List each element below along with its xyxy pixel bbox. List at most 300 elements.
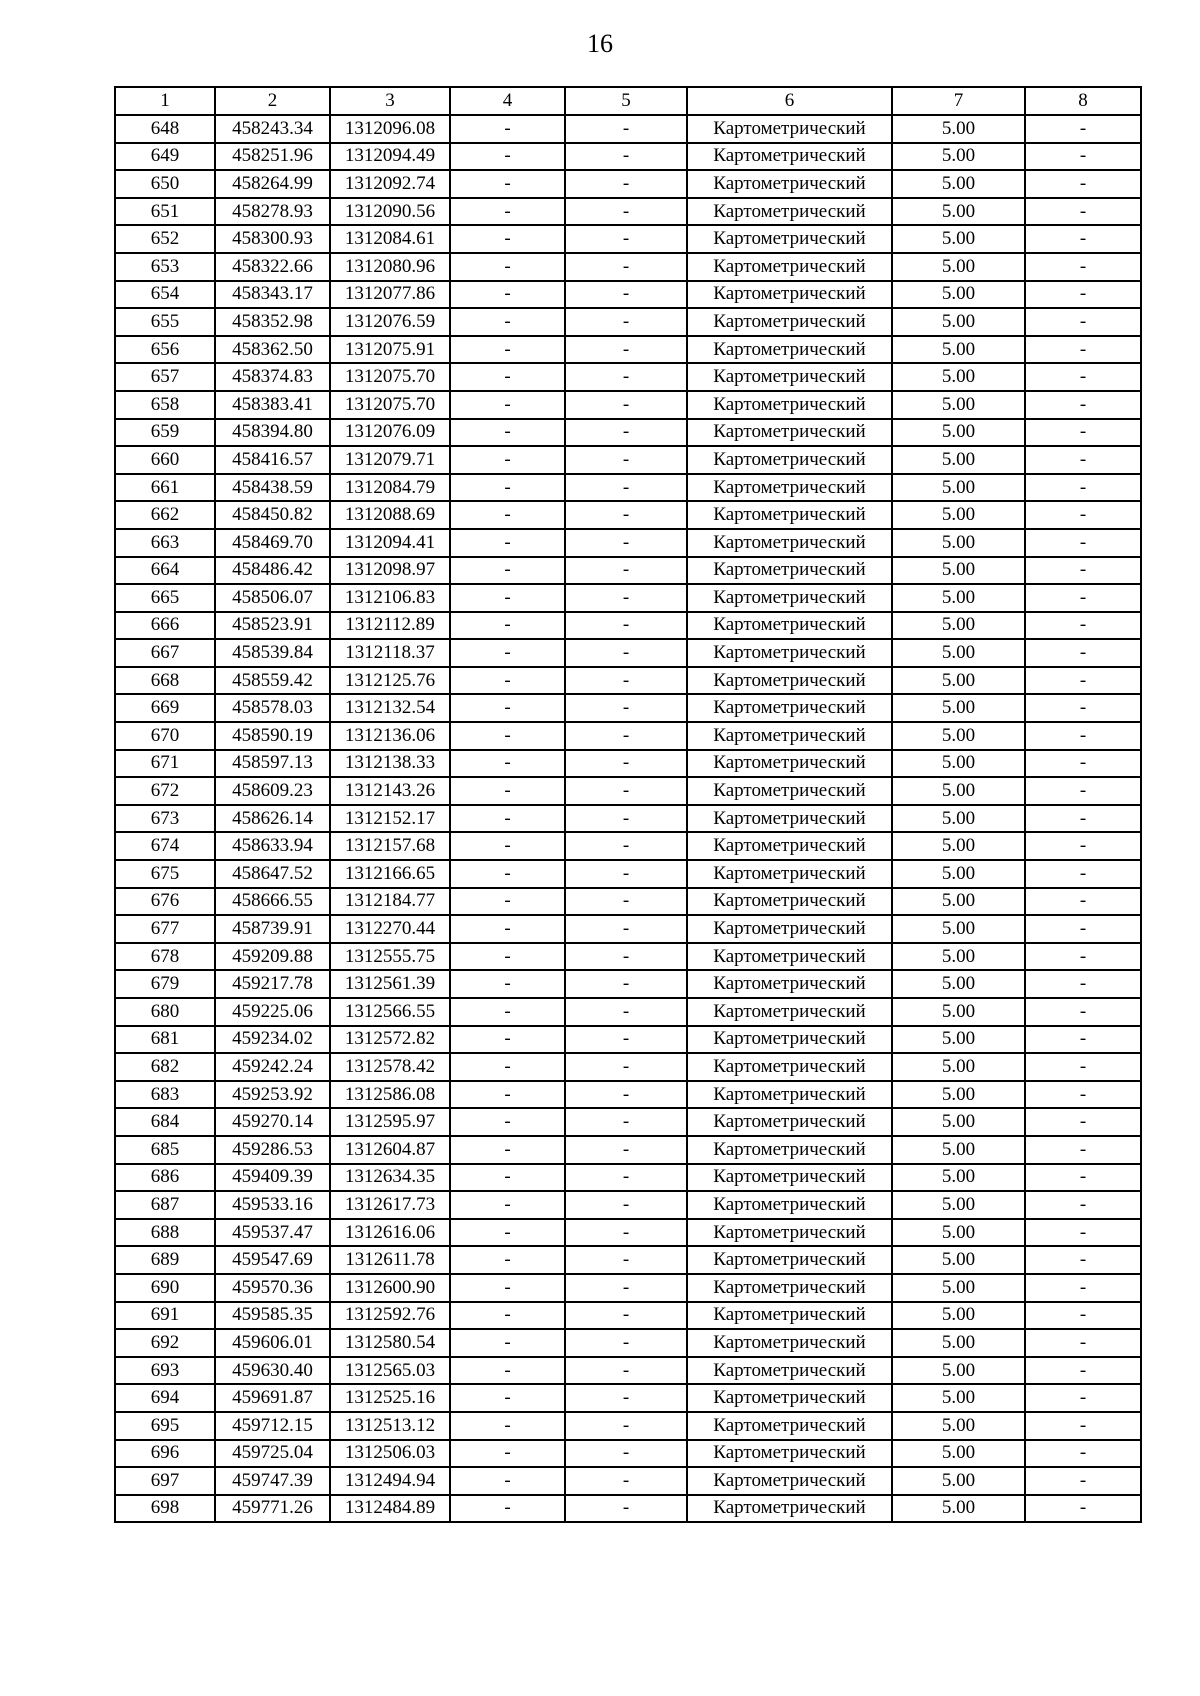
col4-cell: - xyxy=(450,1164,565,1192)
column-header-6: 6 xyxy=(687,87,892,115)
table-row xyxy=(115,391,1141,419)
x-coordinate-cell: 459585.35 xyxy=(215,1302,330,1330)
point-number-cell: 689 xyxy=(115,1246,215,1274)
accuracy-cell: 5.00 xyxy=(892,998,1025,1026)
point-number-cell: 686 xyxy=(115,1164,215,1192)
method-cell: Картометрический xyxy=(687,501,892,529)
table-row xyxy=(115,363,1141,391)
col8-cell: - xyxy=(1025,1246,1141,1274)
col5-cell: - xyxy=(565,391,687,419)
method-cell: Картометрический xyxy=(687,1357,892,1385)
accuracy-cell: 5.00 xyxy=(892,1467,1025,1495)
col4-cell: - xyxy=(450,860,565,888)
point-number-cell: 658 xyxy=(115,391,215,419)
point-number-cell: 673 xyxy=(115,805,215,833)
x-coordinate-cell: 459747.39 xyxy=(215,1467,330,1495)
x-coordinate-cell: 458374.83 xyxy=(215,363,330,391)
table-row xyxy=(115,1164,1141,1192)
accuracy-cell: 5.00 xyxy=(892,1357,1025,1385)
x-coordinate-cell: 458539.84 xyxy=(215,639,330,667)
y-coordinate-cell: 1312506.03 xyxy=(330,1440,450,1468)
accuracy-cell: 5.00 xyxy=(892,722,1025,750)
x-coordinate-cell: 458739.91 xyxy=(215,915,330,943)
accuracy-cell: 5.00 xyxy=(892,391,1025,419)
x-coordinate-cell: 458450.82 xyxy=(215,501,330,529)
method-cell: Картометрический xyxy=(687,1495,892,1523)
col4-cell: - xyxy=(450,722,565,750)
y-coordinate-cell: 1312611.78 xyxy=(330,1246,450,1274)
col4-cell: - xyxy=(450,1053,565,1081)
method-cell: Картометрический xyxy=(687,1384,892,1412)
method-cell: Картометрический xyxy=(687,1274,892,1302)
y-coordinate-cell: 1312484.89 xyxy=(330,1495,450,1523)
point-number-cell: 683 xyxy=(115,1081,215,1109)
table-row xyxy=(115,557,1141,585)
col5-cell: - xyxy=(565,1164,687,1192)
accuracy-cell: 5.00 xyxy=(892,1329,1025,1357)
method-cell: Картометрический xyxy=(687,1081,892,1109)
method-cell: Картометрический xyxy=(687,860,892,888)
col4-cell: - xyxy=(450,253,565,281)
accuracy-cell: 5.00 xyxy=(892,1081,1025,1109)
point-number-cell: 663 xyxy=(115,529,215,557)
col5-cell: - xyxy=(565,694,687,722)
y-coordinate-cell: 1312077.86 xyxy=(330,281,450,309)
method-cell: Картометрический xyxy=(687,584,892,612)
table-row xyxy=(115,1136,1141,1164)
x-coordinate-cell: 458523.91 xyxy=(215,612,330,640)
method-cell: Картометрический xyxy=(687,805,892,833)
accuracy-cell: 5.00 xyxy=(892,1053,1025,1081)
col4-cell: - xyxy=(450,1219,565,1247)
x-coordinate-cell: 458362.50 xyxy=(215,336,330,364)
table-row xyxy=(115,419,1141,447)
y-coordinate-cell: 1312617.73 xyxy=(330,1191,450,1219)
accuracy-cell: 5.00 xyxy=(892,529,1025,557)
point-number-cell: 695 xyxy=(115,1412,215,1440)
col8-cell: - xyxy=(1025,1108,1141,1136)
col8-cell: - xyxy=(1025,115,1141,143)
col8-cell: - xyxy=(1025,1440,1141,1468)
x-coordinate-cell: 458578.03 xyxy=(215,694,330,722)
point-number-cell: 690 xyxy=(115,1274,215,1302)
y-coordinate-cell: 1312096.08 xyxy=(330,115,450,143)
table-row xyxy=(115,1329,1141,1357)
method-cell: Картометрический xyxy=(687,832,892,860)
accuracy-cell: 5.00 xyxy=(892,1302,1025,1330)
point-number-cell: 657 xyxy=(115,363,215,391)
point-number-cell: 675 xyxy=(115,860,215,888)
col8-cell: - xyxy=(1025,1081,1141,1109)
y-coordinate-cell: 1312572.82 xyxy=(330,1026,450,1054)
col4-cell: - xyxy=(450,777,565,805)
method-cell: Картометрический xyxy=(687,970,892,998)
method-cell: Картометрический xyxy=(687,225,892,253)
col4-cell: - xyxy=(450,308,565,336)
y-coordinate-cell: 1312138.33 xyxy=(330,750,450,778)
point-number-cell: 660 xyxy=(115,446,215,474)
method-cell: Картометрический xyxy=(687,474,892,502)
col5-cell: - xyxy=(565,1440,687,1468)
col8-cell: - xyxy=(1025,501,1141,529)
col5-cell: - xyxy=(565,1467,687,1495)
point-number-cell: 692 xyxy=(115,1329,215,1357)
accuracy-cell: 5.00 xyxy=(892,1219,1025,1247)
x-coordinate-cell: 458486.42 xyxy=(215,557,330,585)
x-coordinate-cell: 459286.53 xyxy=(215,1136,330,1164)
table-row xyxy=(115,694,1141,722)
accuracy-cell: 5.00 xyxy=(892,1274,1025,1302)
method-cell: Картометрический xyxy=(687,391,892,419)
col5-cell: - xyxy=(565,832,687,860)
table-row xyxy=(115,639,1141,667)
col5-cell: - xyxy=(565,1495,687,1523)
accuracy-cell: 5.00 xyxy=(892,777,1025,805)
y-coordinate-cell: 1312157.68 xyxy=(330,832,450,860)
col8-cell: - xyxy=(1025,639,1141,667)
y-coordinate-cell: 1312494.94 xyxy=(330,1467,450,1495)
table-row xyxy=(115,529,1141,557)
method-cell: Картометрический xyxy=(687,667,892,695)
point-number-cell: 687 xyxy=(115,1191,215,1219)
point-number-cell: 664 xyxy=(115,557,215,585)
y-coordinate-cell: 1312143.26 xyxy=(330,777,450,805)
accuracy-cell: 5.00 xyxy=(892,363,1025,391)
col8-cell: - xyxy=(1025,336,1141,364)
col4-cell: - xyxy=(450,501,565,529)
col4-cell: - xyxy=(450,198,565,226)
accuracy-cell: 5.00 xyxy=(892,1412,1025,1440)
y-coordinate-cell: 1312079.71 xyxy=(330,446,450,474)
col8-cell: - xyxy=(1025,888,1141,916)
accuracy-cell: 5.00 xyxy=(892,419,1025,447)
point-number-cell: 672 xyxy=(115,777,215,805)
x-coordinate-cell: 459712.15 xyxy=(215,1412,330,1440)
x-coordinate-cell: 458343.17 xyxy=(215,281,330,309)
col4-cell: - xyxy=(450,1329,565,1357)
point-number-cell: 674 xyxy=(115,832,215,860)
col4-cell: - xyxy=(450,694,565,722)
point-number-cell: 662 xyxy=(115,501,215,529)
method-cell: Картометрический xyxy=(687,777,892,805)
col8-cell: - xyxy=(1025,998,1141,1026)
point-number-cell: 693 xyxy=(115,1357,215,1385)
col8-cell: - xyxy=(1025,860,1141,888)
table-row xyxy=(115,170,1141,198)
accuracy-cell: 5.00 xyxy=(892,198,1025,226)
point-number-cell: 665 xyxy=(115,584,215,612)
col5-cell: - xyxy=(565,1246,687,1274)
col5-cell: - xyxy=(565,1412,687,1440)
point-number-cell: 659 xyxy=(115,419,215,447)
col8-cell: - xyxy=(1025,1302,1141,1330)
table-row xyxy=(115,281,1141,309)
col5-cell: - xyxy=(565,336,687,364)
point-number-cell: 697 xyxy=(115,1467,215,1495)
x-coordinate-cell: 459606.01 xyxy=(215,1329,330,1357)
column-header-2: 2 xyxy=(215,87,330,115)
col8-cell: - xyxy=(1025,253,1141,281)
y-coordinate-cell: 1312525.16 xyxy=(330,1384,450,1412)
col5-cell: - xyxy=(565,639,687,667)
x-coordinate-cell: 459209.88 xyxy=(215,943,330,971)
col8-cell: - xyxy=(1025,943,1141,971)
table-row xyxy=(115,1191,1141,1219)
accuracy-cell: 5.00 xyxy=(892,805,1025,833)
accuracy-cell: 5.00 xyxy=(892,943,1025,971)
y-coordinate-cell: 1312118.37 xyxy=(330,639,450,667)
col8-cell: - xyxy=(1025,1329,1141,1357)
col8-cell: - xyxy=(1025,805,1141,833)
col8-cell: - xyxy=(1025,1357,1141,1385)
y-coordinate-cell: 1312094.49 xyxy=(330,143,450,171)
col5-cell: - xyxy=(565,777,687,805)
x-coordinate-cell: 458469.70 xyxy=(215,529,330,557)
col8-cell: - xyxy=(1025,1412,1141,1440)
col5-cell: - xyxy=(565,667,687,695)
method-cell: Картометрический xyxy=(687,446,892,474)
point-number-cell: 661 xyxy=(115,474,215,502)
col8-cell: - xyxy=(1025,281,1141,309)
method-cell: Картометрический xyxy=(687,915,892,943)
point-number-cell: 680 xyxy=(115,998,215,1026)
col5-cell: - xyxy=(565,557,687,585)
col8-cell: - xyxy=(1025,694,1141,722)
y-coordinate-cell: 1312270.44 xyxy=(330,915,450,943)
x-coordinate-cell: 459409.39 xyxy=(215,1164,330,1192)
point-number-cell: 682 xyxy=(115,1053,215,1081)
column-header-1: 1 xyxy=(115,87,215,115)
col5-cell: - xyxy=(565,1329,687,1357)
y-coordinate-cell: 1312084.61 xyxy=(330,225,450,253)
accuracy-cell: 5.00 xyxy=(892,336,1025,364)
x-coordinate-cell: 459225.06 xyxy=(215,998,330,1026)
col4-cell: - xyxy=(450,1026,565,1054)
y-coordinate-cell: 1312578.42 xyxy=(330,1053,450,1081)
col5-cell: - xyxy=(565,1219,687,1247)
y-coordinate-cell: 1312595.97 xyxy=(330,1108,450,1136)
point-number-cell: 667 xyxy=(115,639,215,667)
col5-cell: - xyxy=(565,1357,687,1385)
point-number-cell: 668 xyxy=(115,667,215,695)
table-row xyxy=(115,722,1141,750)
col5-cell: - xyxy=(565,1081,687,1109)
y-coordinate-cell: 1312166.65 xyxy=(330,860,450,888)
accuracy-cell: 5.00 xyxy=(892,612,1025,640)
col8-cell: - xyxy=(1025,1495,1141,1523)
table-row xyxy=(115,970,1141,998)
table-row xyxy=(115,998,1141,1026)
col5-cell: - xyxy=(565,1026,687,1054)
accuracy-cell: 5.00 xyxy=(892,1026,1025,1054)
col8-cell: - xyxy=(1025,170,1141,198)
col8-cell: - xyxy=(1025,667,1141,695)
y-coordinate-cell: 1312132.54 xyxy=(330,694,450,722)
table-row xyxy=(115,1246,1141,1274)
accuracy-cell: 5.00 xyxy=(892,750,1025,778)
table-row xyxy=(115,198,1141,226)
col5-cell: - xyxy=(565,501,687,529)
table-row xyxy=(115,501,1141,529)
table-row xyxy=(115,612,1141,640)
x-coordinate-cell: 459771.26 xyxy=(215,1495,330,1523)
method-cell: Картометрический xyxy=(687,1164,892,1192)
x-coordinate-cell: 458597.13 xyxy=(215,750,330,778)
accuracy-cell: 5.00 xyxy=(892,667,1025,695)
table-row xyxy=(115,750,1141,778)
accuracy-cell: 5.00 xyxy=(892,253,1025,281)
y-coordinate-cell: 1312106.83 xyxy=(330,584,450,612)
y-coordinate-cell: 1312080.96 xyxy=(330,253,450,281)
point-number-cell: 666 xyxy=(115,612,215,640)
x-coordinate-cell: 459270.14 xyxy=(215,1108,330,1136)
col8-cell: - xyxy=(1025,474,1141,502)
table-row xyxy=(115,584,1141,612)
method-cell: Картометрический xyxy=(687,694,892,722)
method-cell: Картометрический xyxy=(687,612,892,640)
col4-cell: - xyxy=(450,750,565,778)
method-cell: Картометрический xyxy=(687,308,892,336)
point-number-cell: 696 xyxy=(115,1440,215,1468)
x-coordinate-cell: 458300.93 xyxy=(215,225,330,253)
y-coordinate-cell: 1312604.87 xyxy=(330,1136,450,1164)
col5-cell: - xyxy=(565,419,687,447)
y-coordinate-cell: 1312076.59 xyxy=(330,308,450,336)
x-coordinate-cell: 459537.47 xyxy=(215,1219,330,1247)
accuracy-cell: 5.00 xyxy=(892,1136,1025,1164)
table-row xyxy=(115,1384,1141,1412)
col5-cell: - xyxy=(565,1384,687,1412)
col4-cell: - xyxy=(450,391,565,419)
col8-cell: - xyxy=(1025,1191,1141,1219)
y-coordinate-cell: 1312600.90 xyxy=(330,1274,450,1302)
table-row xyxy=(115,1412,1141,1440)
col8-cell: - xyxy=(1025,363,1141,391)
y-coordinate-cell: 1312125.76 xyxy=(330,667,450,695)
col4-cell: - xyxy=(450,474,565,502)
col8-cell: - xyxy=(1025,198,1141,226)
table-row xyxy=(115,805,1141,833)
col8-cell: - xyxy=(1025,777,1141,805)
col5-cell: - xyxy=(565,225,687,253)
accuracy-cell: 5.00 xyxy=(892,1246,1025,1274)
point-number-cell: 670 xyxy=(115,722,215,750)
col8-cell: - xyxy=(1025,1164,1141,1192)
point-number-cell: 656 xyxy=(115,336,215,364)
method-cell: Картометрический xyxy=(687,1219,892,1247)
y-coordinate-cell: 1312092.74 xyxy=(330,170,450,198)
col5-cell: - xyxy=(565,750,687,778)
col8-cell: - xyxy=(1025,1053,1141,1081)
table-row xyxy=(115,474,1141,502)
col8-cell: - xyxy=(1025,722,1141,750)
y-coordinate-cell: 1312076.09 xyxy=(330,419,450,447)
col5-cell: - xyxy=(565,584,687,612)
accuracy-cell: 5.00 xyxy=(892,888,1025,916)
col4-cell: - xyxy=(450,363,565,391)
column-header-3: 3 xyxy=(330,87,450,115)
y-coordinate-cell: 1312565.03 xyxy=(330,1357,450,1385)
table-row xyxy=(115,1357,1141,1385)
page-number: 16 xyxy=(587,29,613,58)
method-cell: Картометрический xyxy=(687,1302,892,1330)
col4-cell: - xyxy=(450,1081,565,1109)
method-cell: Картометрический xyxy=(687,722,892,750)
col5-cell: - xyxy=(565,943,687,971)
x-coordinate-cell: 458383.41 xyxy=(215,391,330,419)
col5-cell: - xyxy=(565,308,687,336)
x-coordinate-cell: 458633.94 xyxy=(215,832,330,860)
accuracy-cell: 5.00 xyxy=(892,860,1025,888)
col4-cell: - xyxy=(450,529,565,557)
method-cell: Картометрический xyxy=(687,198,892,226)
y-coordinate-cell: 1312561.39 xyxy=(330,970,450,998)
method-cell: Картометрический xyxy=(687,998,892,1026)
col5-cell: - xyxy=(565,1274,687,1302)
x-coordinate-cell: 458352.98 xyxy=(215,308,330,336)
col8-cell: - xyxy=(1025,612,1141,640)
column-header-8: 8 xyxy=(1025,87,1141,115)
x-coordinate-cell: 459533.16 xyxy=(215,1191,330,1219)
col5-cell: - xyxy=(565,612,687,640)
col5-cell: - xyxy=(565,722,687,750)
col5-cell: - xyxy=(565,888,687,916)
col5-cell: - xyxy=(565,198,687,226)
col4-cell: - xyxy=(450,998,565,1026)
method-cell: Картометрический xyxy=(687,1053,892,1081)
point-number-cell: 678 xyxy=(115,943,215,971)
method-cell: Картометрический xyxy=(687,1108,892,1136)
y-coordinate-cell: 1312616.06 xyxy=(330,1219,450,1247)
y-coordinate-cell: 1312084.79 xyxy=(330,474,450,502)
table-row xyxy=(115,1026,1141,1054)
col8-cell: - xyxy=(1025,1026,1141,1054)
y-coordinate-cell: 1312566.55 xyxy=(330,998,450,1026)
col4-cell: - xyxy=(450,1302,565,1330)
col4-cell: - xyxy=(450,584,565,612)
accuracy-cell: 5.00 xyxy=(892,1164,1025,1192)
col4-cell: - xyxy=(450,1274,565,1302)
col5-cell: - xyxy=(565,446,687,474)
y-coordinate-cell: 1312075.70 xyxy=(330,391,450,419)
x-coordinate-cell: 459570.36 xyxy=(215,1274,330,1302)
x-coordinate-cell: 459725.04 xyxy=(215,1440,330,1468)
col4-cell: - xyxy=(450,970,565,998)
x-coordinate-cell: 458394.80 xyxy=(215,419,330,447)
col5-cell: - xyxy=(565,170,687,198)
col4-cell: - xyxy=(450,1136,565,1164)
x-coordinate-cell: 459242.24 xyxy=(215,1053,330,1081)
col4-cell: - xyxy=(450,667,565,695)
col4-cell: - xyxy=(450,639,565,667)
y-coordinate-cell: 1312098.97 xyxy=(330,557,450,585)
x-coordinate-cell: 458666.55 xyxy=(215,888,330,916)
table-row xyxy=(115,308,1141,336)
table-row xyxy=(115,1081,1141,1109)
col8-cell: - xyxy=(1025,419,1141,447)
col8-cell: - xyxy=(1025,750,1141,778)
col8-cell: - xyxy=(1025,915,1141,943)
method-cell: Картометрический xyxy=(687,639,892,667)
accuracy-cell: 5.00 xyxy=(892,970,1025,998)
method-cell: Картометрический xyxy=(687,888,892,916)
point-number-cell: 681 xyxy=(115,1026,215,1054)
point-number-cell: 654 xyxy=(115,281,215,309)
col4-cell: - xyxy=(450,1246,565,1274)
method-cell: Картометрический xyxy=(687,281,892,309)
x-coordinate-cell: 458278.93 xyxy=(215,198,330,226)
method-cell: Картометрический xyxy=(687,115,892,143)
